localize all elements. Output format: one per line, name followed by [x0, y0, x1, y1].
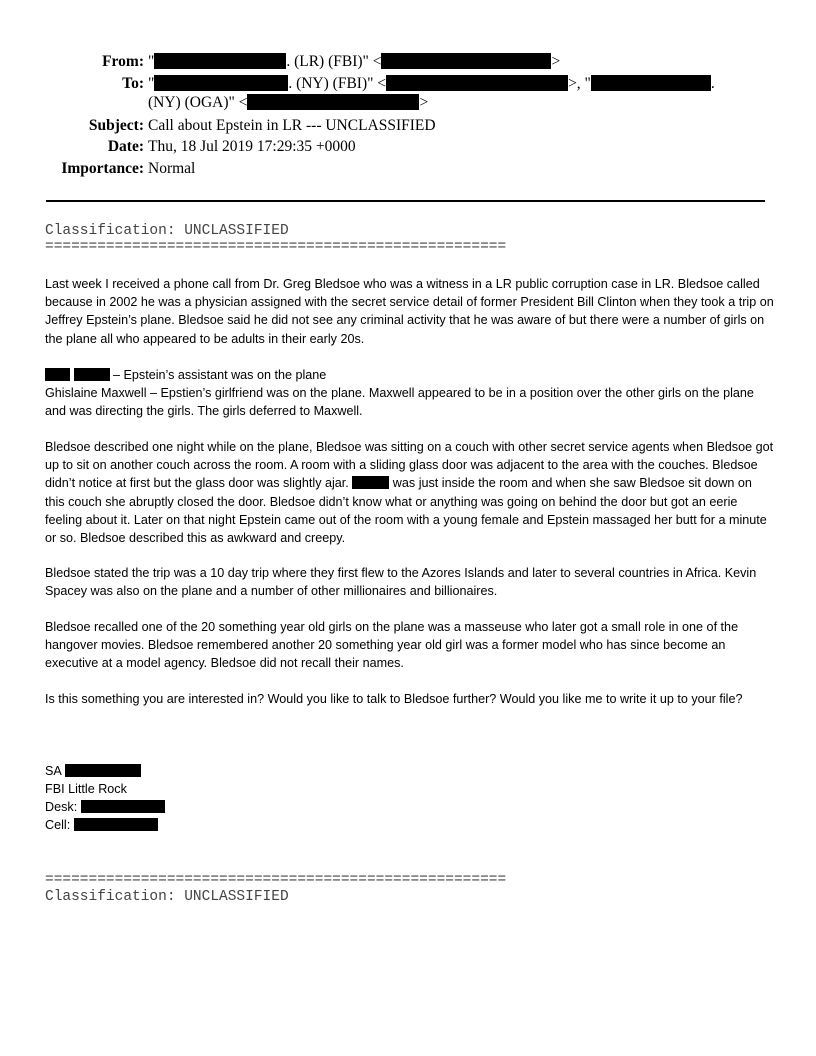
- redaction-block: [45, 368, 70, 381]
- header-divider: [46, 200, 765, 202]
- from-label: From:: [102, 53, 144, 70]
- message-body-4: [45, 564, 775, 600]
- subject-label: Subject:: [88, 117, 144, 134]
- separator-bottom: =====================================================: [45, 872, 507, 888]
- message-body-6: [45, 690, 775, 708]
- classification-top: Classification: UNCLASSIFIED: [45, 223, 289, 239]
- subject-value: Call about Epstein in LR --- UNCLASSIFIED: [148, 117, 436, 134]
- paragraph-1: Last week I received a phone call from Dr. Greg Bledsoe who was a witness in a LR public corruption case in LR. Bledsoe called because in 2002 he was a physician assigned with the secret service detail of former President Bill Clinton when they took a trip on Jeffrey Epstein’s plane. Bledsoe said he did not see any criminal activity that he was aware of but there were a number of girls on the plane all who appeared to be adults in their early 20s.: [45, 277, 774, 346]
- classification-bottom: Classification: UNCLASSIFIED: [45, 889, 289, 905]
- redaction-block: [154, 75, 288, 91]
- signature-sa: SA: [45, 762, 165, 780]
- redaction-block: [154, 53, 286, 69]
- paragraph-6: Is this something you are interested in? Would you like to talk to Bledsoe further? Would you like me to write it up to your file?: [45, 692, 743, 706]
- message-body: [45, 275, 775, 348]
- to-value-continued: (NY) (OGA)" < >: [148, 94, 429, 111]
- redaction-block: [352, 476, 389, 489]
- redaction-block: [247, 94, 419, 110]
- redaction-block: [386, 75, 568, 91]
- redaction-block: [65, 764, 141, 777]
- paragraph-4: Bledsoe stated the trip was a 10 day trip where they first flew to the Azores Islands and later to several countries in Africa. Kevin Spacey was also on the plane and a number of other millionaires and billionaires.: [45, 566, 757, 599]
- redaction-block: [81, 800, 165, 813]
- redaction-block: [74, 368, 110, 381]
- signature-cell: Cell:: [45, 816, 165, 834]
- to-row-continued: [0, 93, 816, 113]
- from-value: " . (LR) (FBI)" < >: [148, 53, 561, 70]
- signature-desk: Desk:: [45, 798, 165, 816]
- paragraph-2-line-2: Ghislaine Maxwell – Epstien’s girlfriend was on the plane. Maxwell appeared to be in a position over the other girls on the plane and was directing the girls. The girls deferred to Maxwell.: [45, 386, 754, 419]
- message-body-3: [45, 438, 775, 547]
- to-value: " . (NY) (FBI)" < >, " .: [148, 75, 715, 92]
- paragraph-3: Bledsoe described one night while on the plane, Bledsoe was sitting on a couch with other secret service agents when Bledsoe got up to sit on another couch across the room. A room with a sliding glass door was adjacent to the area with the couches. Bledsoe didn’t notice at first but the glass door was slightly ajar. was just inside the room and when she saw Bledsoe sit down on this couch she abruptly closed the door. Bledsoe didn’t know what or anything was going on behind the door but got an eerie feeling about it. Later on that night Epstein came out of the room with a young female and Epstein massaged her butt for a minute or so. Bledsoe described this as awkward and creepy.: [45, 440, 774, 546]
- date-row: [0, 137, 816, 157]
- signature-block: [45, 762, 165, 834]
- redaction-block: [381, 53, 551, 69]
- date-label: Date:: [107, 138, 144, 155]
- importance-value: Normal: [148, 160, 196, 177]
- signature-office: FBI Little Rock: [45, 782, 127, 796]
- date-value: Thu, 18 Jul 2019 17:29:35 +0000: [148, 138, 356, 155]
- message-body-5: [45, 618, 775, 673]
- to-label: To:: [122, 75, 144, 92]
- paragraph-2-line-1: – Epstein’s assistant was on the plane: [45, 366, 775, 384]
- separator-top: =====================================================: [45, 239, 507, 255]
- message-body-2: [45, 366, 775, 421]
- importance-label: Importance:: [61, 160, 144, 177]
- subject-row: [0, 116, 816, 136]
- from-row: [0, 52, 816, 72]
- redaction-block: [74, 818, 158, 831]
- redaction-block: [591, 75, 711, 91]
- to-row: [0, 74, 816, 94]
- paragraph-5: Bledsoe recalled one of the 20 something year old girls on the plane was a masseuse who later got a small role in one of the hangover movies. Bledsoe remembered another 20 something year old girl was a former model who has since become an executive at a model agency. Bledsoe did not recall their names.: [45, 620, 739, 671]
- importance-row: [0, 159, 816, 179]
